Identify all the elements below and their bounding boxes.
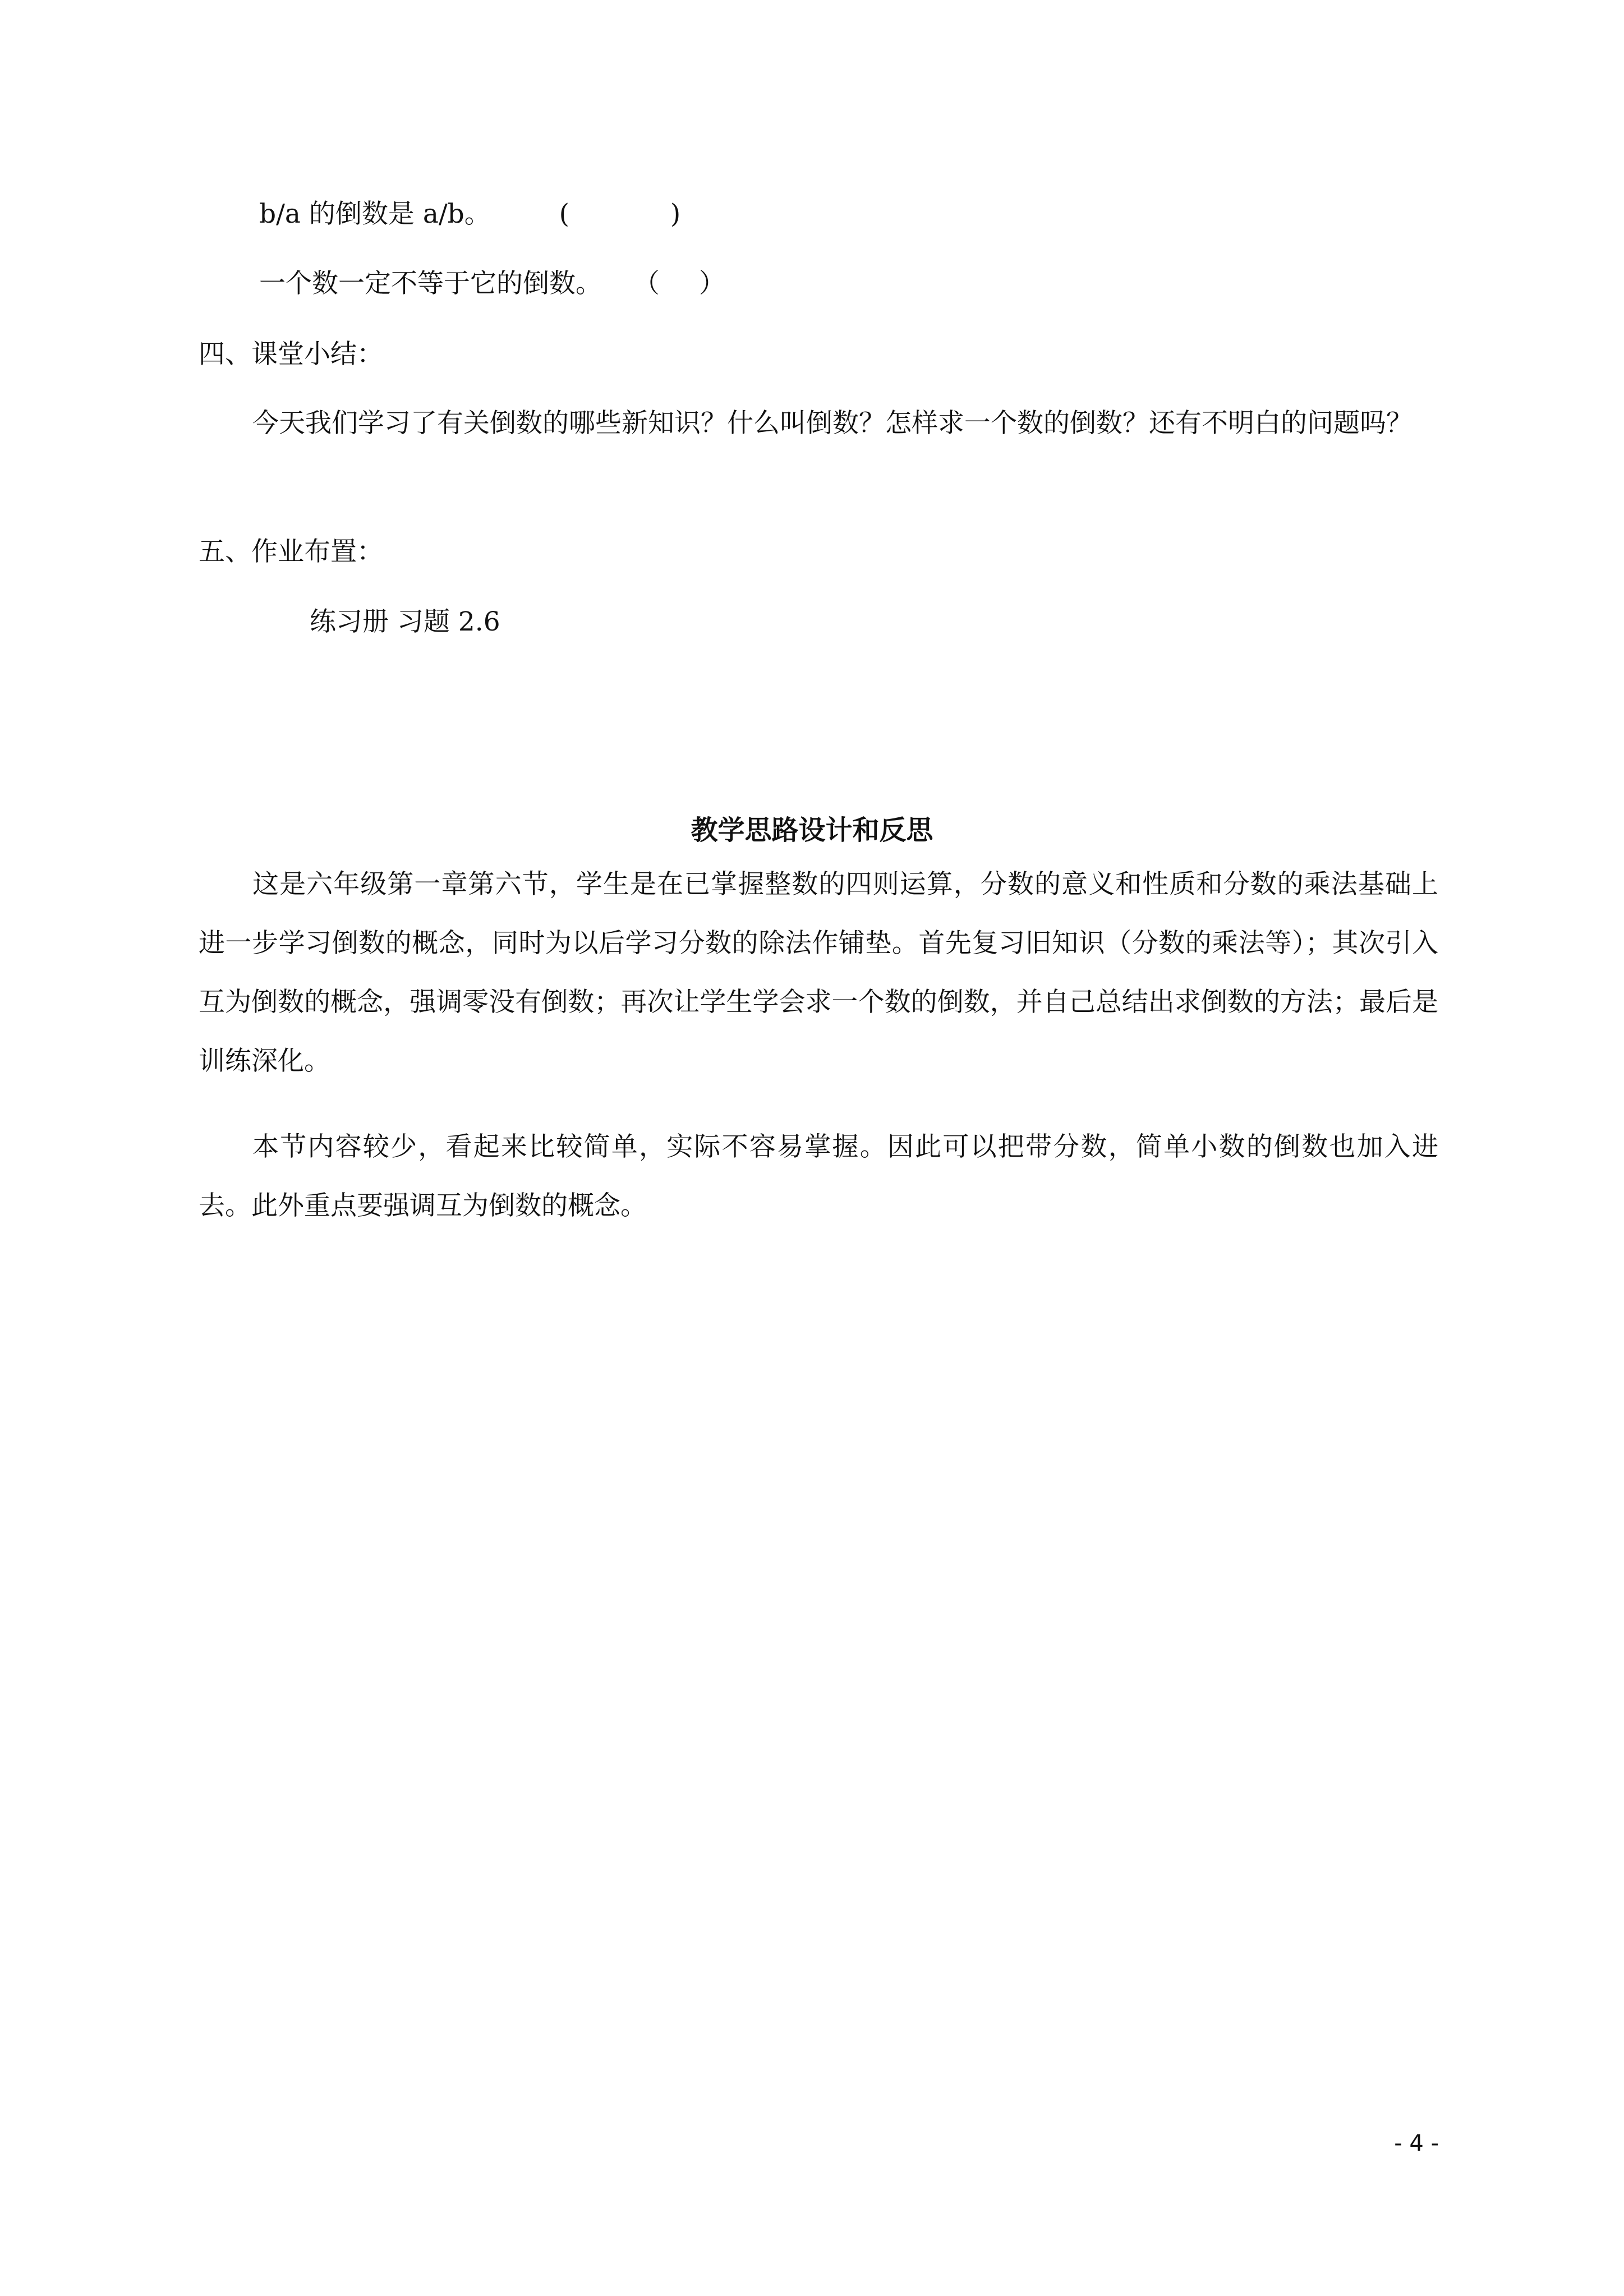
reflection-paragraph-2: 本节内容较少，看起来比较简单，实际不容易掌握。因此可以把带分数，简单小数的倒数也加入进去。此外重点要强调互为倒数的概念。 [199, 1131, 1438, 1221]
tf-item-2-bracket-open: （ [633, 268, 660, 299]
tf-item-1-statement: b/a 的倒数是 a/b。 [259, 199, 491, 229]
homework-heading: 五、作业布置： [199, 536, 383, 567]
tf-item-2 [259, 270, 725, 297]
tf-item-1-bracket-close: ) [670, 199, 681, 229]
tf-item-2-bracket-close: ） [698, 268, 725, 299]
tf-item-1 [259, 201, 680, 227]
homework-body: 练习册 习题 2.6 [310, 606, 500, 637]
page-number: - 4 - [1394, 2131, 1439, 2156]
tf-item-1-bracket-open: ( [559, 199, 570, 229]
summary-body: 今天我们学习了有关倒数的哪些新知识？什么叫倒数？怎样求一个数的倒数？还有不明白的问题吗？ [252, 408, 1413, 439]
reflection-title: 教学思路设计和反思 [691, 815, 933, 846]
summary-heading: 四、课堂小结： [199, 339, 383, 370]
reflection-paragraph-1: 这是六年级第一章第六节，学生是在已掌握整数的四则运算，分数的意义和性质和分数的乘法基础上进一步学习倒数的概念，同时为以后学习分数的除法作铺垫。首先复习旧知识（分数的乘法等）；其次引入互为倒数的概念，强调零没有倒数；再次让学生学会求一个数的倒数，并自己总结出求倒数的方法；最后是训练深化。 [199, 869, 1438, 1076]
tf-item-2-statement: 一个数一定不等于它的倒数。 [259, 268, 602, 299]
